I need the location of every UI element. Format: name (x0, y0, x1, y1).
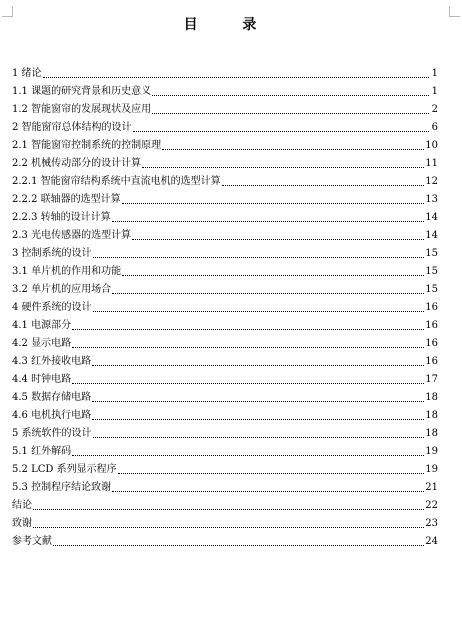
dot-leader (132, 239, 424, 240)
toc-entry-page-number: 15 (425, 266, 438, 277)
toc-entry-page-number: 16 (425, 320, 438, 331)
dot-leader (152, 113, 429, 114)
toc-entry-title: 1 绪论 (12, 68, 42, 79)
toc-entry[interactable] (12, 386, 438, 404)
dot-leader (72, 383, 424, 384)
toc-entry[interactable] (12, 206, 438, 224)
toc-entry-page-number: 19 (425, 446, 438, 457)
toc-entry-title: 3.2 单片机的应用场合 (12, 284, 112, 295)
toc-entry-title: 4 硬件系统的设计 (12, 302, 92, 313)
toc-entry[interactable] (12, 278, 438, 296)
toc-entry[interactable] (12, 458, 438, 476)
toc-entry-page-number: 1 (431, 86, 438, 97)
toc-entry[interactable] (12, 80, 438, 98)
dot-leader (142, 167, 424, 168)
toc-entry-page-number: 10 (425, 140, 438, 151)
dot-leader (112, 491, 424, 492)
toc-entry-title: 2.1 智能窗帘控制系统的控制原理 (12, 140, 162, 151)
toc-entry-title: 4.4 时钟电路 (12, 374, 72, 385)
toc-entry-page-number: 15 (425, 284, 438, 295)
toc-entry-page-number: 22 (425, 500, 438, 511)
toc-entry[interactable] (12, 368, 438, 386)
toc-entry[interactable] (12, 296, 438, 314)
toc-entry-title: 4.5 数据存储电路 (12, 392, 92, 403)
dot-leader (33, 509, 424, 510)
toc-entry-title: 参考文献 (12, 536, 52, 547)
toc-entry[interactable] (12, 134, 438, 152)
toc-entry-title: 1.1 课题的研究背景和历史意义 (12, 86, 152, 97)
dot-leader (112, 221, 425, 222)
toc-entry-title: 3.1 单片机的作用和功能 (12, 266, 122, 277)
toc-entry-page-number: 18 (425, 392, 438, 403)
toc-entry-title: 1.2 智能窗帘的发展现状及应用 (12, 104, 152, 115)
toc-entry-page-number: 16 (425, 356, 438, 367)
toc-entry-page-number: 14 (425, 212, 438, 223)
toc-entry-page-number: 6 (431, 122, 438, 133)
toc-entry[interactable] (12, 494, 438, 512)
toc-entry[interactable] (12, 242, 438, 260)
toc-entry-title: 3 控制系统的设计 (12, 248, 92, 259)
dot-leader (43, 77, 429, 78)
toc-entry-page-number: 14 (425, 230, 438, 241)
dot-leader (133, 131, 429, 132)
dot-leader (72, 455, 424, 456)
toc-entry-title: 2.3 光电传感器的选型计算 (12, 230, 132, 241)
toc-entry[interactable] (12, 260, 438, 278)
dot-leader (93, 311, 425, 312)
toc-entry-title: 2.2.3 转轴的设计计算 (12, 212, 111, 223)
dot-leader (152, 95, 429, 96)
toc-entry-title: 5.1 红外解码 (12, 446, 72, 457)
table-of-contents (12, 62, 438, 548)
toc-entry-title: 4.6 电机执行电路 (12, 410, 92, 421)
toc-entry[interactable] (12, 422, 438, 440)
toc-entry[interactable] (12, 440, 438, 458)
toc-entry-title: 4.2 显示电路 (12, 338, 72, 349)
toc-entry[interactable] (12, 476, 438, 494)
toc-entry-title: 5.3 控制程序结论致谢 (12, 482, 112, 493)
toc-entry-page-number: 21 (425, 482, 438, 493)
toc-entry-title: 致谢 (12, 518, 32, 529)
toc-entry-page-number: 16 (425, 302, 438, 313)
toc-entry-page-number: 18 (425, 428, 438, 439)
toc-title: 目 录 (183, 17, 277, 33)
toc-entry-page-number: 24 (425, 536, 438, 547)
toc-entry-title: 5.2 LCD 系列显示程序 (12, 464, 117, 475)
toc-entry[interactable] (12, 170, 438, 188)
dot-leader (162, 149, 424, 150)
toc-entry[interactable] (12, 116, 438, 134)
toc-entry[interactable] (12, 224, 438, 242)
toc-entry-page-number: 11 (425, 158, 438, 169)
top-right-crop-mark (449, 6, 460, 17)
toc-entry[interactable] (12, 530, 438, 548)
toc-entry-page-number: 12 (425, 176, 438, 187)
toc-entry[interactable] (12, 350, 438, 368)
dot-leader (53, 545, 424, 546)
toc-entry-title: 5 系统软件的设计 (12, 428, 92, 439)
toc-entry-title: 4.3 红外接收电路 (12, 356, 92, 367)
toc-entry-page-number: 19 (425, 464, 438, 475)
toc-entry[interactable] (12, 188, 438, 206)
toc-entry[interactable] (12, 404, 438, 422)
toc-entry[interactable] (12, 152, 438, 170)
toc-entry-page-number: 17 (425, 374, 438, 385)
toc-entry[interactable] (12, 62, 438, 80)
toc-entry-title: 2 智能窗帘总体结构的设计 (12, 122, 132, 133)
dot-leader (72, 329, 424, 330)
toc-entry-page-number: 18 (425, 410, 438, 421)
dot-leader (92, 419, 424, 420)
toc-entry-page-number: 2 (431, 104, 438, 115)
dot-leader (92, 401, 424, 402)
toc-entry[interactable] (12, 512, 438, 530)
toc-entry-title: 2.2.2 联轴器的选型计算 (12, 194, 121, 205)
toc-entry-page-number: 15 (425, 248, 438, 259)
toc-entry-title: 2.2.1 智能窗帘结构系统中直流电机的选型计算 (12, 176, 221, 187)
dot-leader (93, 257, 425, 258)
dot-leader (33, 527, 424, 528)
dot-leader (122, 275, 424, 276)
dot-leader (112, 293, 424, 294)
toc-entry-title: 4.1 电源部分 (12, 320, 72, 331)
dot-leader (72, 347, 424, 348)
toc-entry-page-number: 13 (425, 194, 438, 205)
toc-entry-page-number: 16 (425, 338, 438, 349)
toc-entry[interactable] (12, 98, 438, 116)
toc-entry-page-number: 23 (425, 518, 438, 529)
dot-leader (122, 203, 425, 204)
toc-entry-title: 结论 (12, 500, 32, 511)
dot-leader (222, 185, 425, 186)
toc-entry[interactable] (12, 332, 438, 350)
toc-entry-page-number: 1 (431, 68, 438, 79)
dot-leader (92, 365, 424, 366)
toc-entry[interactable] (12, 314, 438, 332)
dot-leader (118, 473, 425, 474)
dot-leader (93, 437, 425, 438)
toc-entry-title: 2.2 机械传动部分的设计计算 (12, 158, 142, 169)
